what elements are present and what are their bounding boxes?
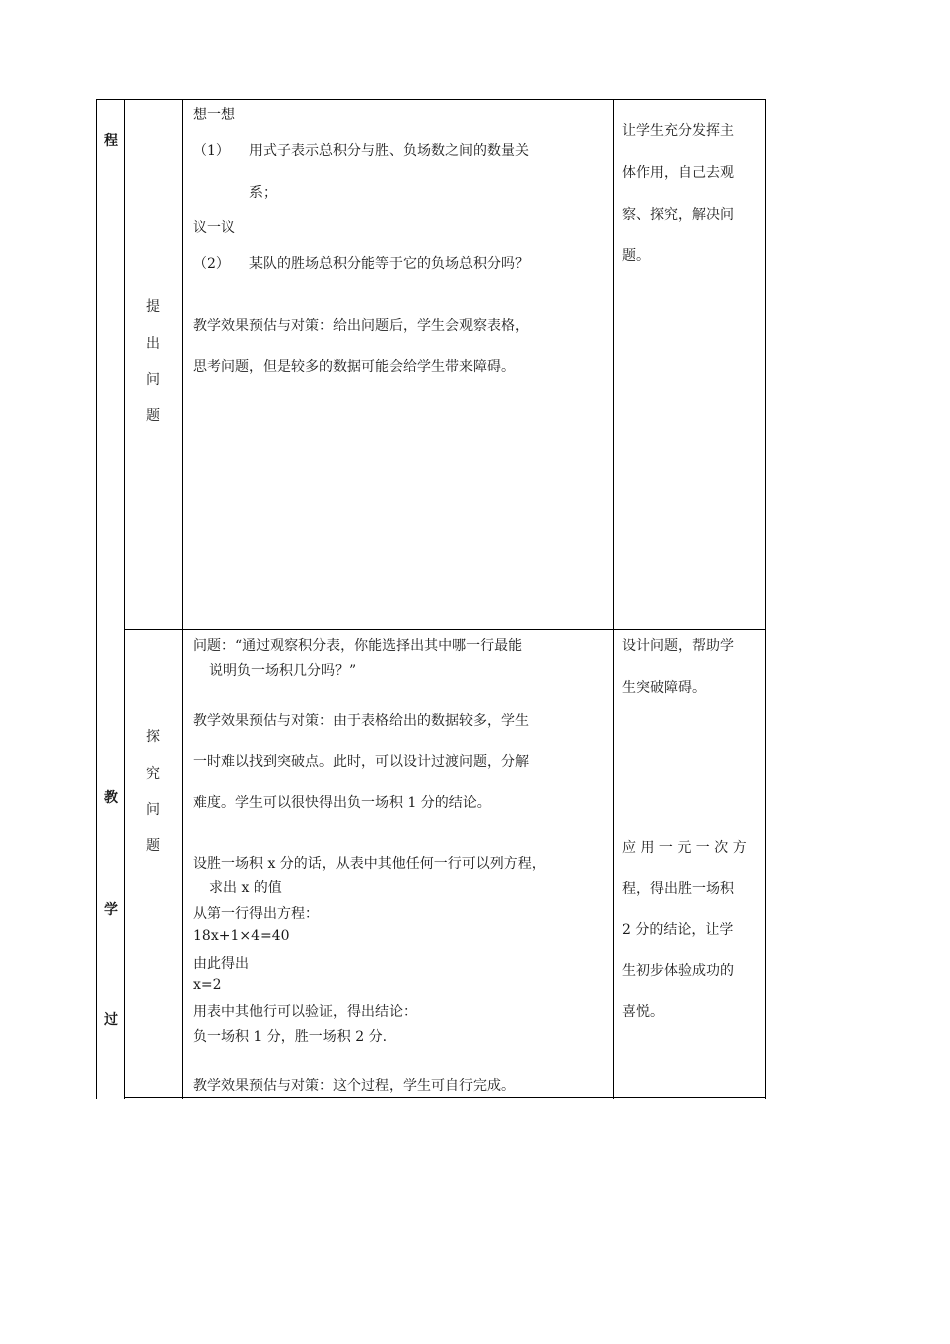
stage-label-row2-char4: 题	[146, 838, 160, 854]
row2-intent-line: 生初步体验成功的	[622, 963, 734, 979]
row1-question2-text: 某队的胜场总积分能等于它的负场总积分吗？	[249, 256, 529, 272]
row2-solution: x=2	[193, 977, 222, 993]
row1-content-line: 议一议	[193, 220, 235, 236]
row1-question2-number: （2）	[193, 256, 230, 272]
row2-equation: 18x+1×4=40	[193, 928, 290, 944]
stage-label-row2-char1: 探	[146, 729, 160, 745]
stage-label-row1-char1: 提	[146, 299, 160, 315]
row1-intent-line: 体作用，自己去观	[622, 165, 734, 181]
row1-content-line: 教学效果预估与对策：给出问题后，学生会观察表格，	[193, 318, 529, 334]
row2-content-line: 难度。学生可以很快得出负一场积 1 分的结论。	[193, 795, 491, 811]
row1-content-line: 思考问题，但是较多的数据可能会给学生带来障碍。	[193, 359, 515, 375]
row2-content-line: 教学效果预估与对策：由于表格给出的数据较多，学生	[193, 713, 529, 729]
row1-question1-text: 用式子表示总积分与胜、负场数之间的数量关	[249, 143, 529, 159]
stage-label-row1-char4: 题	[146, 408, 160, 424]
table-right-border	[765, 99, 766, 1099]
stage-label-row2-char2: 究	[146, 766, 160, 782]
row1-intent-line: 察、探究，解决问	[622, 207, 734, 223]
row2-content-line: 用表中其他行可以验证，得出结论：	[193, 1004, 417, 1020]
row1-intent-line: 让学生充分发挥主	[622, 123, 734, 139]
row2-content-line: 说明负一场积几分吗？”	[209, 663, 357, 679]
stage-label-row1-char3: 问	[146, 372, 160, 388]
row2-content-line: 由此得出	[193, 956, 249, 972]
stage-column-left-border	[124, 99, 125, 1099]
row2-content-line: 教学效果预估与对策：这个过程，学生可自行完成。	[193, 1078, 515, 1094]
row1-intent-line: 题。	[622, 248, 650, 264]
stage-label-row2-char3: 问	[146, 802, 160, 818]
row2-content-line: 求出 x 的值	[209, 880, 282, 896]
content-column-left-border	[182, 99, 183, 1099]
row1-content-line: 想一想	[193, 107, 235, 123]
outer-label-guo: 过	[104, 1012, 118, 1028]
row-divider	[124, 629, 766, 630]
table-bottom-border	[124, 1097, 766, 1098]
row1-content-line: 系；	[249, 185, 277, 201]
intent-column-left-border	[613, 99, 614, 1099]
row2-intent-line: 设计问题，帮助学	[622, 638, 734, 654]
row1-question1-number: （1）	[193, 143, 230, 159]
table-left-border	[96, 99, 97, 1099]
stage-label-row1-char2: 出	[146, 336, 160, 352]
outer-label-xue: 学	[104, 902, 118, 918]
row2-intent-line: 生突破障碍。	[622, 680, 706, 696]
outer-label-jiao: 教	[104, 790, 118, 806]
row2-content-line: 设胜一场积 x 分的话，从表中其他任何一行可以列方程，	[193, 856, 546, 872]
row2-content-line: 问题：“通过观察积分表，你能选择出其中哪一行最能	[193, 638, 523, 654]
row2-intent-line: 喜悦。	[622, 1004, 664, 1020]
table-top-border	[96, 99, 766, 100]
outer-label-cheng: 程	[104, 133, 118, 149]
row2-conclusion: 负一场积 1 分，胜一场积 2 分.	[193, 1029, 388, 1045]
row2-intent-line: 应 用 一 元 一 次 方	[622, 840, 747, 856]
row2-intent-line: 2 分的结论，让学	[622, 922, 734, 938]
row2-content-line: 从第一行得出方程：	[193, 906, 319, 922]
row2-intent-line: 程，得出胜一场积	[622, 881, 734, 897]
row2-content-line: 一时难以找到突破点。此时，可以设计过渡问题，分解	[193, 754, 529, 770]
